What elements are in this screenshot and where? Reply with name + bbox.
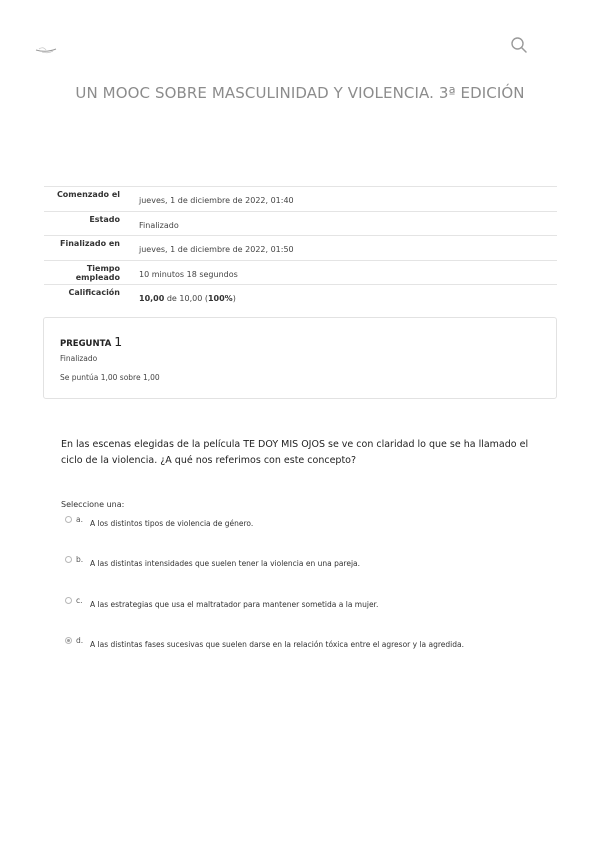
question-state: Finalizado bbox=[60, 354, 98, 363]
radio-button[interactable] bbox=[65, 556, 72, 563]
option-text: A los distintos tipos de violencia de género. bbox=[90, 519, 254, 528]
summary-row-state bbox=[44, 212, 557, 237]
summary-value: jueves, 1 de diciembre de 2022, 01:40 bbox=[139, 196, 294, 205]
grade-percent: 100% bbox=[207, 294, 233, 304]
option-text: A las distintas intensidades que suelen tener la violencia en una pareja. bbox=[90, 559, 361, 568]
logo-icon[interactable] bbox=[34, 40, 58, 54]
summary-row-time-taken bbox=[44, 261, 557, 286]
option-letter: c. bbox=[76, 596, 83, 605]
search-icon[interactable] bbox=[509, 35, 529, 55]
summary-value: jueves, 1 de diciembre de 2022, 01:50 bbox=[139, 245, 294, 255]
question-grade: Se puntúa 1,00 sobre 1,00 bbox=[60, 373, 160, 382]
answer-prompt: Seleccione una: bbox=[61, 500, 125, 509]
question-label: PREGUNTA bbox=[60, 339, 112, 349]
grade-value bbox=[120, 285, 236, 310]
radio-button[interactable] bbox=[65, 597, 72, 604]
option-text: A las distintas fases sucesivas que suelen darse en la relación tóxica entre el agresor y la agredida. bbox=[90, 640, 464, 649]
summary-value: 10 minutos 18 segundos bbox=[139, 269, 238, 279]
grade-of-text: de 10,00 ( bbox=[164, 294, 208, 304]
option-letter: d. bbox=[76, 636, 84, 645]
answer-option-a[interactable] bbox=[65, 515, 253, 528]
option-letter: b. bbox=[76, 555, 84, 564]
answer-option-c[interactable] bbox=[65, 596, 378, 609]
summary-row-finished bbox=[44, 236, 557, 261]
question-number: 1 bbox=[114, 334, 123, 349]
grade-close: ) bbox=[232, 294, 236, 304]
radio-button[interactable] bbox=[65, 516, 72, 523]
summary-label: Calificación bbox=[68, 288, 120, 298]
question-info-card bbox=[43, 317, 557, 399]
attempt-summary-table bbox=[44, 186, 557, 310]
summary-value: Finalizado bbox=[139, 220, 179, 230]
summary-label: Finalizado en bbox=[60, 239, 120, 249]
option-text: A las estrategias que usa el maltratador para mantener sometida a la mujer. bbox=[90, 600, 379, 609]
summary-label: Tiempo empleado bbox=[75, 263, 120, 282]
question-heading bbox=[60, 334, 122, 349]
radio-button-selected[interactable] bbox=[65, 637, 72, 644]
course-title: UN MOOC SOBRE MASCULINIDAD Y VIOLENCIA. 3ª EDICIÓN bbox=[75, 84, 525, 102]
summary-label: Estado bbox=[89, 214, 120, 224]
summary-row-grade bbox=[44, 285, 557, 310]
option-letter: a. bbox=[76, 515, 83, 524]
summary-row-started bbox=[44, 187, 557, 212]
grade-score: 10,00 bbox=[139, 294, 165, 304]
answer-option-d[interactable] bbox=[65, 636, 464, 649]
question-text: En las escenas elegidas de la película TE DOY MIS OJOS se ve con claridad lo que se ha llamado el ciclo de la violencia. ¿A qué nos referimos con este concepto? bbox=[61, 439, 529, 466]
answer-option-b[interactable] bbox=[65, 555, 360, 568]
summary-label: Comenzado el bbox=[56, 190, 120, 199]
